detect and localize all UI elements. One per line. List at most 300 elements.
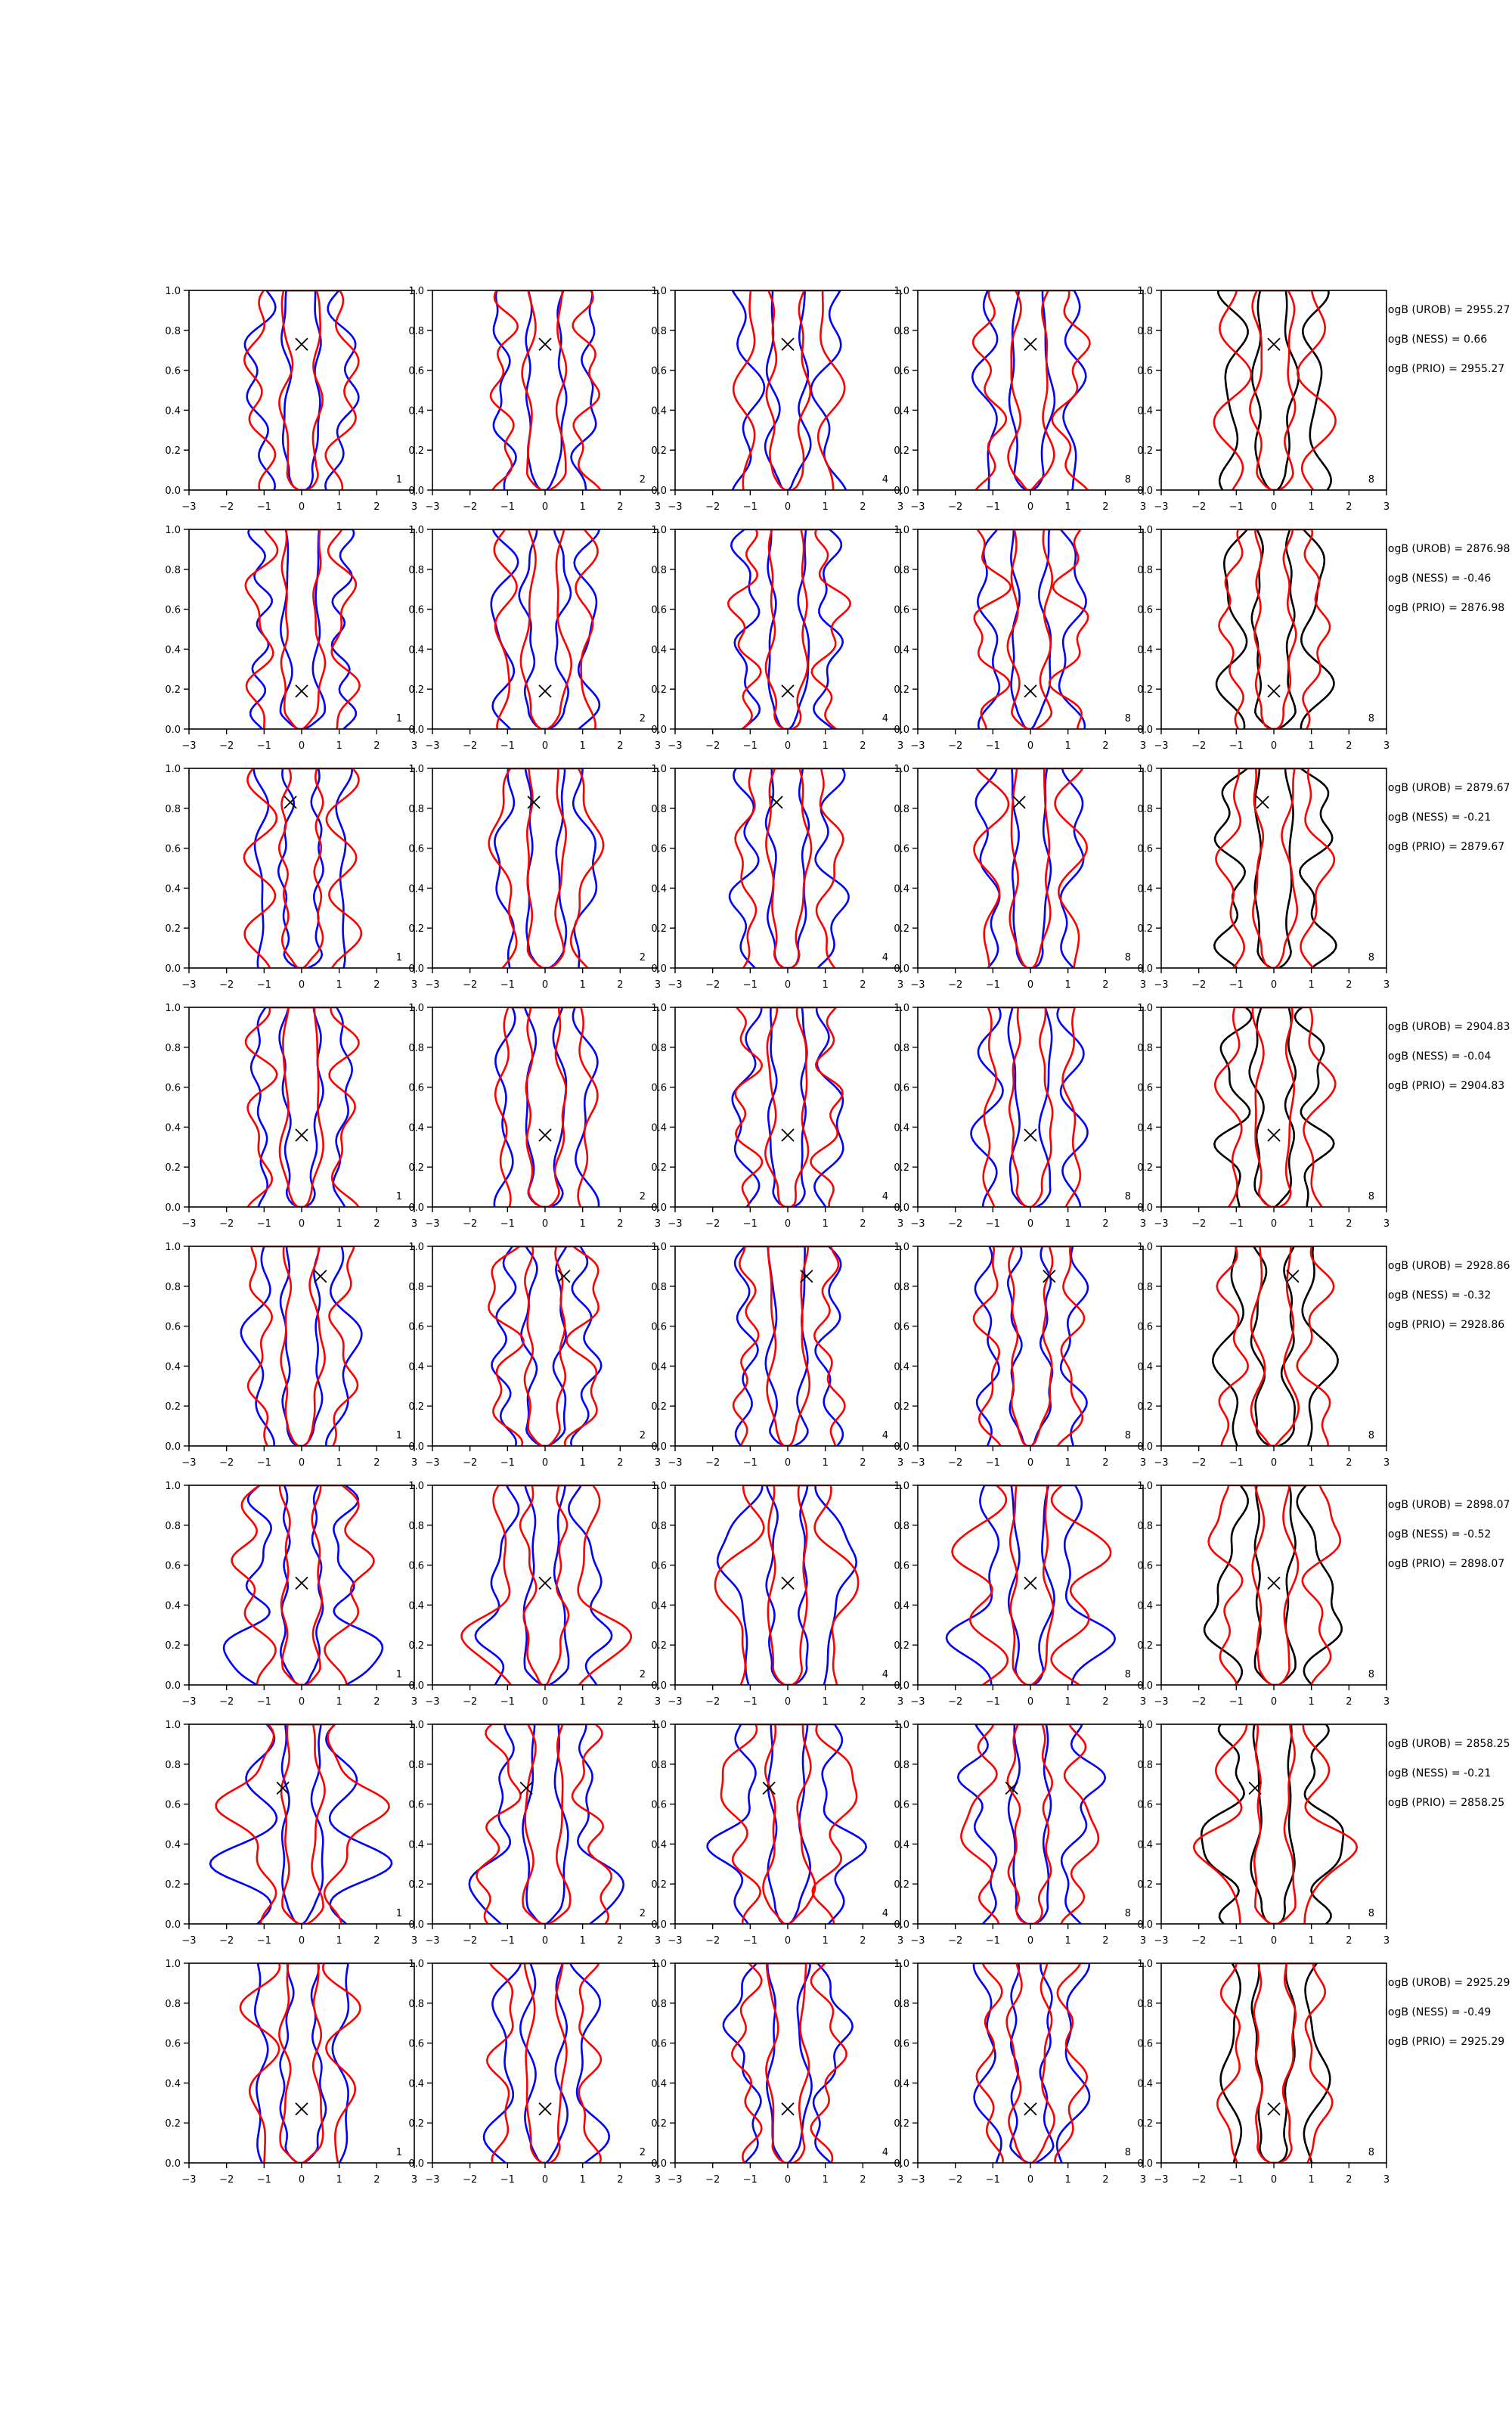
y-tick-label: 0.0 [651, 486, 667, 497]
y-tick-label: 1.0 [408, 1481, 424, 1492]
x-tick-label: 0 [784, 979, 792, 991]
y-tick-label: 0.4 [894, 1361, 909, 1373]
marker-x [782, 685, 794, 697]
x-tick-label: −2 [705, 979, 720, 991]
x-tick-label: 0 [298, 1457, 305, 1469]
x-tick-label: 1 [1064, 1218, 1071, 1230]
x-tick-label: −2 [948, 501, 963, 513]
y-tick-label: 0.4 [408, 1839, 424, 1851]
y-tick-label: 0.0 [408, 1919, 424, 1931]
subplot-corner-label: 8 [1124, 1430, 1131, 1441]
x-tick-label: −1 [500, 2174, 515, 2186]
x-tick-label: −3 [425, 1696, 440, 1708]
x-tick-label: 1 [336, 1457, 342, 1469]
x-tick-label: −1 [500, 1935, 515, 1947]
x-tick-label: 0 [541, 1696, 549, 1708]
y-tick-label: 0.6 [651, 843, 667, 855]
x-tick-label: −3 [668, 1696, 683, 1708]
subplot-r3-c4 [894, 764, 1146, 991]
y-tick-label: 1.0 [1137, 1481, 1153, 1492]
x-tick-label: −2 [463, 740, 478, 752]
x-tick-label: −1 [256, 501, 271, 513]
subplot-r6-c1 [165, 1481, 417, 1708]
x-tick-label: −3 [668, 501, 683, 513]
subplot-corner-label: 8 [1124, 1669, 1131, 1680]
marker-x [782, 1129, 794, 1141]
y-tick-label: 0.2 [408, 2118, 424, 2130]
y-tick-label: 0.8 [1137, 1998, 1153, 2010]
y-tick-label: 0.4 [651, 1600, 667, 1612]
subplot-corner-label: 1 [395, 713, 402, 724]
y-tick-label: 0.0 [1137, 486, 1153, 497]
contour-black [1204, 1485, 1342, 1685]
x-tick-label: 3 [1383, 1696, 1390, 1708]
x-tick-label: −1 [256, 979, 271, 991]
y-tick-label: 0.4 [408, 1361, 424, 1373]
y-tick-label: 0.0 [651, 2158, 667, 2170]
x-tick-label: 1 [579, 979, 586, 991]
x-tick-label: −2 [705, 501, 720, 513]
x-tick-label: −1 [742, 1935, 758, 1947]
contour-lines [244, 768, 361, 968]
y-tick-label: 0.8 [165, 803, 181, 815]
x-tick-label: −1 [1228, 1218, 1244, 1230]
y-tick-label: 0.8 [651, 1998, 667, 2010]
x-tick-label: 1 [1308, 1218, 1315, 1230]
x-tick-label: 3 [411, 2174, 418, 2186]
subplot-r6-c3 [651, 1481, 903, 1708]
y-tick-label: 1.0 [1137, 1242, 1153, 1253]
y-tick-label: 0.6 [651, 1560, 667, 1572]
x-tick-label: 3 [411, 1218, 418, 1230]
y-tick-label: 0.6 [408, 1321, 424, 1333]
x-tick-label: 2 [617, 501, 624, 513]
contour-red [974, 1246, 1084, 1446]
subplot-corner-label: 8 [1124, 1191, 1131, 1202]
contour-black [1213, 1246, 1337, 1446]
y-tick-label: 0.0 [408, 963, 424, 975]
x-tick-label: 2 [1346, 1218, 1352, 1230]
logb-annotation: logB (UROB) = 2925.29 [1385, 1977, 1510, 1989]
y-tick-label: 0.0 [408, 724, 424, 736]
x-tick-label: 0 [541, 2174, 549, 2186]
contour-red [974, 529, 1088, 729]
y-tick-label: 1.0 [408, 1959, 424, 1970]
y-tick-label: 0.2 [894, 923, 909, 935]
x-tick-label: −3 [668, 1935, 683, 1947]
marker-x [314, 1270, 327, 1283]
x-tick-label: 1 [579, 740, 586, 752]
subplot-corner-label: 1 [395, 952, 402, 963]
x-tick-label: 2 [860, 501, 866, 513]
contour-red [488, 1246, 598, 1446]
x-tick-label: −1 [1228, 501, 1244, 513]
x-tick-label: 1 [1308, 1457, 1315, 1469]
x-tick-label: 2 [617, 1457, 624, 1469]
y-tick-label: 0.6 [1137, 604, 1153, 616]
x-tick-label: 0 [1270, 740, 1278, 752]
subplot-r5-c3 [651, 1242, 903, 1469]
x-tick-label: −3 [910, 501, 925, 513]
x-tick-label: −2 [463, 1935, 478, 1947]
x-tick-label: 1 [579, 501, 586, 513]
x-tick-label: 2 [617, 1935, 624, 1947]
subplot-corner-label: 4 [881, 2147, 888, 2158]
axes-frame [1161, 1007, 1387, 1207]
y-tick-label: 0.8 [408, 564, 424, 576]
x-tick-label: 0 [1027, 2174, 1034, 2186]
axes-frame [1161, 1485, 1387, 1685]
y-tick-label: 0.2 [165, 1879, 181, 1891]
x-tick-label: 1 [822, 1696, 829, 1708]
x-tick-label: 1 [822, 1935, 829, 1947]
subplot-r7-c5 [1137, 1720, 1390, 1947]
x-tick-label: −1 [985, 1457, 1000, 1469]
subplot-r1-c3 [651, 286, 903, 513]
x-tick-label: 3 [897, 2174, 904, 2186]
y-tick-label: 0.4 [894, 883, 909, 895]
y-tick-label: 0.2 [165, 1162, 181, 1174]
y-tick-label: 0.2 [1137, 923, 1153, 935]
x-tick-label: 1 [579, 2174, 586, 2186]
y-tick-label: 0.4 [894, 2078, 909, 2090]
logb-annotation: logB (NESS) = -0.32 [1385, 1289, 1492, 1302]
x-tick-label: −2 [219, 2174, 234, 2186]
contour-red [520, 1485, 569, 1685]
y-tick-label: 0.4 [651, 405, 667, 417]
x-tick-label: −1 [500, 740, 515, 752]
y-tick-label: 0.2 [1137, 684, 1153, 697]
contour-red [1009, 1246, 1053, 1446]
y-tick-label: 0.8 [408, 325, 424, 337]
y-tick-label: 0.8 [1137, 803, 1153, 815]
subplot-corner-label: 8 [1124, 713, 1131, 724]
contour-black [1221, 1963, 1331, 2163]
subplot-corner-label: 8 [1124, 2147, 1131, 2158]
y-tick-label: 0.4 [408, 1122, 424, 1134]
y-tick-label: 0.8 [165, 1520, 181, 1532]
contour-red [526, 1007, 566, 1207]
y-tick-label: 0.4 [651, 1839, 667, 1851]
y-tick-label: 0.4 [894, 644, 909, 656]
marker-x [1256, 796, 1269, 808]
subplot-corner-label: 2 [639, 1191, 646, 1202]
subplot-r4-c3 [651, 1003, 903, 1230]
x-tick-label: 2 [373, 1218, 380, 1230]
y-tick-label: 0.2 [408, 1401, 424, 1413]
contour-lines [246, 529, 360, 729]
x-tick-label: 3 [1383, 979, 1390, 991]
x-tick-label: 1 [336, 979, 342, 991]
x-tick-label: −3 [910, 979, 925, 991]
x-tick-label: −1 [500, 1218, 515, 1230]
y-tick-label: 0.8 [408, 1998, 424, 2010]
subplot-r5-c1 [165, 1242, 417, 1469]
y-tick-label: 0.8 [894, 1998, 909, 2010]
marker-x [1024, 338, 1036, 350]
y-tick-label: 0.4 [165, 1839, 181, 1851]
x-tick-label: −3 [1154, 740, 1169, 752]
x-tick-label: 0 [784, 1457, 792, 1469]
x-tick-label: 1 [336, 1696, 342, 1708]
x-tick-label: −2 [948, 1457, 963, 1469]
x-tick-label: 2 [1102, 979, 1109, 991]
x-tick-label: 3 [654, 1935, 662, 1947]
subplot-corner-label: 2 [639, 713, 646, 724]
y-tick-label: 1.0 [651, 1003, 667, 1014]
contour-lines [1217, 1963, 1332, 2163]
y-tick-label: 0.0 [165, 1202, 181, 1214]
y-tick-label: 0.8 [165, 1281, 181, 1293]
x-tick-label: −2 [948, 2174, 963, 2186]
x-tick-label: −1 [1228, 979, 1244, 991]
contour-red [1219, 529, 1330, 729]
x-tick-label: 0 [1270, 1696, 1278, 1708]
axes-frame [675, 1485, 900, 1685]
contour-blue [947, 1485, 1115, 1685]
contour-lines [708, 1724, 866, 1924]
subplot-r1-c5 [1137, 286, 1390, 513]
y-tick-label: 0.4 [408, 644, 424, 656]
y-tick-label: 1.0 [165, 286, 181, 297]
y-tick-label: 0.0 [894, 724, 909, 736]
x-tick-label: 2 [1346, 740, 1352, 752]
y-tick-label: 0.8 [651, 564, 667, 576]
subplot-r4-c1 [165, 1003, 417, 1230]
x-tick-label: 2 [1102, 2174, 1109, 2186]
x-tick-label: −3 [668, 979, 683, 991]
logb-annotation: logB (UROB) = 2876.98 [1385, 543, 1510, 555]
contour-red [733, 1246, 845, 1446]
subplot-corner-label: 8 [1124, 1908, 1131, 1919]
x-tick-label: −1 [742, 979, 758, 991]
x-tick-label: −2 [219, 1218, 234, 1230]
y-tick-label: 0.8 [408, 1759, 424, 1771]
subplot-corner-label: 8 [1368, 1191, 1374, 1202]
subplot-corner-label: 8 [1368, 2147, 1374, 2158]
contour-lines [974, 1246, 1088, 1446]
x-tick-label: −2 [1191, 501, 1207, 513]
y-tick-label: 1.0 [1137, 525, 1153, 536]
subplot-r7-c1 [165, 1720, 417, 1947]
x-tick-label: −3 [910, 740, 925, 752]
x-tick-label: −1 [742, 740, 758, 752]
x-tick-label: −2 [219, 740, 234, 752]
axes-frame [1161, 768, 1387, 968]
logb-annotation: logB (NESS) = -0.52 [1385, 1528, 1492, 1540]
y-tick-label: 0.8 [1137, 1281, 1153, 1293]
y-tick-label: 0.6 [1137, 1560, 1153, 1572]
x-tick-label: 0 [1270, 1457, 1278, 1469]
x-tick-label: 3 [897, 979, 904, 991]
contour-red [984, 1007, 1080, 1207]
x-tick-label: 1 [822, 979, 829, 991]
x-tick-label: −1 [1228, 1696, 1244, 1708]
x-tick-label: −2 [1191, 1457, 1207, 1469]
y-tick-label: 0.4 [894, 1839, 909, 1851]
y-tick-label: 1.0 [894, 1720, 909, 1731]
y-tick-label: 0.8 [408, 1042, 424, 1054]
y-tick-label: 0.2 [894, 684, 909, 697]
y-tick-label: 0.6 [651, 2038, 667, 2050]
contour-lines [1194, 1724, 1357, 1924]
y-tick-label: 0.6 [408, 1560, 424, 1572]
contour-red [280, 1485, 322, 1685]
marker-x [782, 2103, 794, 2115]
x-tick-label: −3 [425, 1457, 440, 1469]
x-tick-label: 0 [1027, 979, 1034, 991]
x-tick-label: −3 [425, 979, 440, 991]
logb-annotation: logB (PRIO) = 2898.07 [1385, 1558, 1505, 1570]
contour-blue [494, 768, 596, 968]
y-tick-label: 0.0 [408, 486, 424, 497]
contour-red [1009, 290, 1055, 490]
y-tick-label: 0.0 [1137, 2158, 1153, 2170]
axes-frame [189, 290, 414, 490]
contour-blue [492, 1246, 602, 1446]
contour-red [763, 1724, 815, 1924]
y-tick-label: 1.0 [1137, 764, 1153, 775]
x-tick-label: −3 [910, 1935, 925, 1947]
y-tick-label: 0.2 [651, 1162, 667, 1174]
axes-frame [675, 1724, 900, 1924]
x-tick-label: 2 [1102, 1696, 1109, 1708]
subplot-corner-label: 8 [1124, 474, 1131, 486]
y-tick-label: 0.0 [1137, 1919, 1153, 1931]
x-tick-label: −2 [219, 979, 234, 991]
contour-lines [728, 529, 850, 729]
x-tick-label: 0 [298, 1696, 305, 1708]
subplot-r7-c2 [408, 1720, 661, 1947]
x-tick-label: −2 [705, 1218, 720, 1230]
logb-annotation: logB (NESS) = 0.66 [1385, 334, 1488, 346]
y-tick-label: 0.8 [651, 1281, 667, 1293]
x-tick-label: 3 [1139, 2174, 1147, 2186]
x-tick-label: 0 [1027, 1696, 1034, 1708]
subplot-r6-c2 [408, 1481, 661, 1708]
y-tick-label: 0.2 [894, 1879, 909, 1891]
x-tick-label: −1 [256, 1935, 271, 1947]
x-tick-label: 2 [860, 1935, 866, 1947]
axes-frame [189, 768, 414, 968]
x-tick-label: 3 [1139, 1696, 1147, 1708]
marker-x [296, 338, 308, 350]
x-tick-label: 3 [1383, 501, 1390, 513]
logb-annotation: logB (PRIO) = 2876.98 [1385, 602, 1505, 614]
x-tick-label: −1 [256, 1696, 271, 1708]
y-tick-label: 0.4 [1137, 1600, 1153, 1612]
y-tick-label: 0.4 [408, 2078, 424, 2090]
y-tick-label: 0.4 [1137, 1361, 1153, 1373]
x-tick-label: −1 [742, 501, 758, 513]
y-tick-label: 0.2 [894, 445, 909, 458]
x-tick-label: 3 [411, 979, 418, 991]
x-tick-label: −1 [256, 740, 271, 752]
x-tick-label: 2 [1346, 1935, 1352, 1947]
y-tick-label: 0.2 [408, 923, 424, 935]
contour-red [1216, 768, 1334, 968]
x-tick-label: −2 [948, 1218, 963, 1230]
subplot-r3-c1 [165, 764, 417, 991]
x-tick-label: 1 [579, 1218, 586, 1230]
y-tick-label: 0.4 [1137, 1122, 1153, 1134]
y-tick-label: 1.0 [894, 525, 909, 536]
x-tick-label: −1 [256, 1457, 271, 1469]
x-tick-label: −2 [1191, 979, 1207, 991]
y-tick-label: 0.2 [408, 684, 424, 697]
y-tick-label: 1.0 [165, 1003, 181, 1014]
x-tick-label: −1 [985, 2174, 1000, 2186]
x-tick-label: 2 [860, 1696, 866, 1708]
contour-red [248, 1246, 358, 1446]
x-tick-label: 1 [1064, 740, 1071, 752]
contour-blue [976, 768, 1083, 968]
x-tick-label: −2 [1191, 1935, 1207, 1947]
y-tick-label: 1.0 [408, 1242, 424, 1253]
y-tick-label: 0.4 [408, 1600, 424, 1612]
y-tick-label: 0.8 [651, 1759, 667, 1771]
marker-x [296, 1129, 308, 1141]
subplot-r6-c5 [1137, 1481, 1390, 1708]
x-tick-label: 2 [1346, 1696, 1352, 1708]
x-tick-label: 0 [784, 740, 792, 752]
marker-x [539, 338, 551, 350]
y-tick-label: 0.6 [651, 1321, 667, 1333]
logb-annotation: logB (PRIO) = 2955.27 [1385, 363, 1505, 375]
axes-frame [432, 1963, 658, 2163]
x-tick-label: −3 [910, 1218, 925, 1230]
x-tick-label: −2 [705, 1696, 720, 1708]
x-tick-label: −3 [181, 2174, 197, 2186]
logb-annotation: logB (NESS) = -0.21 [1385, 1767, 1492, 1779]
x-tick-label: 2 [373, 1935, 380, 1947]
y-tick-label: 1.0 [894, 764, 909, 775]
x-tick-label: 2 [373, 501, 380, 513]
marker-x [539, 1129, 551, 1141]
y-tick-label: 0.2 [651, 1401, 667, 1413]
axes-frame [918, 1246, 1143, 1446]
marker-x [539, 2103, 551, 2115]
x-tick-label: 0 [1270, 2174, 1278, 2186]
axes-frame [432, 290, 658, 490]
x-tick-label: −3 [910, 2174, 925, 2186]
x-tick-label: 3 [897, 1218, 904, 1230]
x-tick-label: 1 [1308, 2174, 1315, 2186]
x-tick-label: 3 [1383, 1457, 1390, 1469]
x-tick-label: −2 [948, 1696, 963, 1708]
x-tick-label: 0 [541, 740, 549, 752]
contour-lines [241, 1246, 362, 1446]
x-tick-label: 1 [822, 2174, 829, 2186]
contour-lines [723, 1963, 853, 2163]
contour-lines [489, 768, 603, 968]
x-tick-label: 0 [1027, 740, 1034, 752]
y-tick-label: 0.6 [651, 1082, 667, 1094]
y-tick-label: 0.8 [651, 1520, 667, 1532]
x-tick-label: 1 [1064, 1457, 1071, 1469]
x-tick-label: 0 [1027, 1935, 1034, 1947]
contour-blue [280, 1485, 323, 1685]
y-tick-label: 0.2 [651, 2118, 667, 2130]
y-tick-label: 0.8 [1137, 325, 1153, 337]
subplot-corner-label: 4 [881, 1430, 888, 1441]
x-tick-label: 2 [860, 1457, 866, 1469]
y-tick-label: 0.2 [1137, 1640, 1153, 1652]
x-tick-label: 0 [784, 501, 792, 513]
x-tick-label: −1 [985, 1218, 1000, 1230]
y-tick-label: 1.0 [1137, 286, 1153, 297]
marker-x [782, 338, 794, 350]
